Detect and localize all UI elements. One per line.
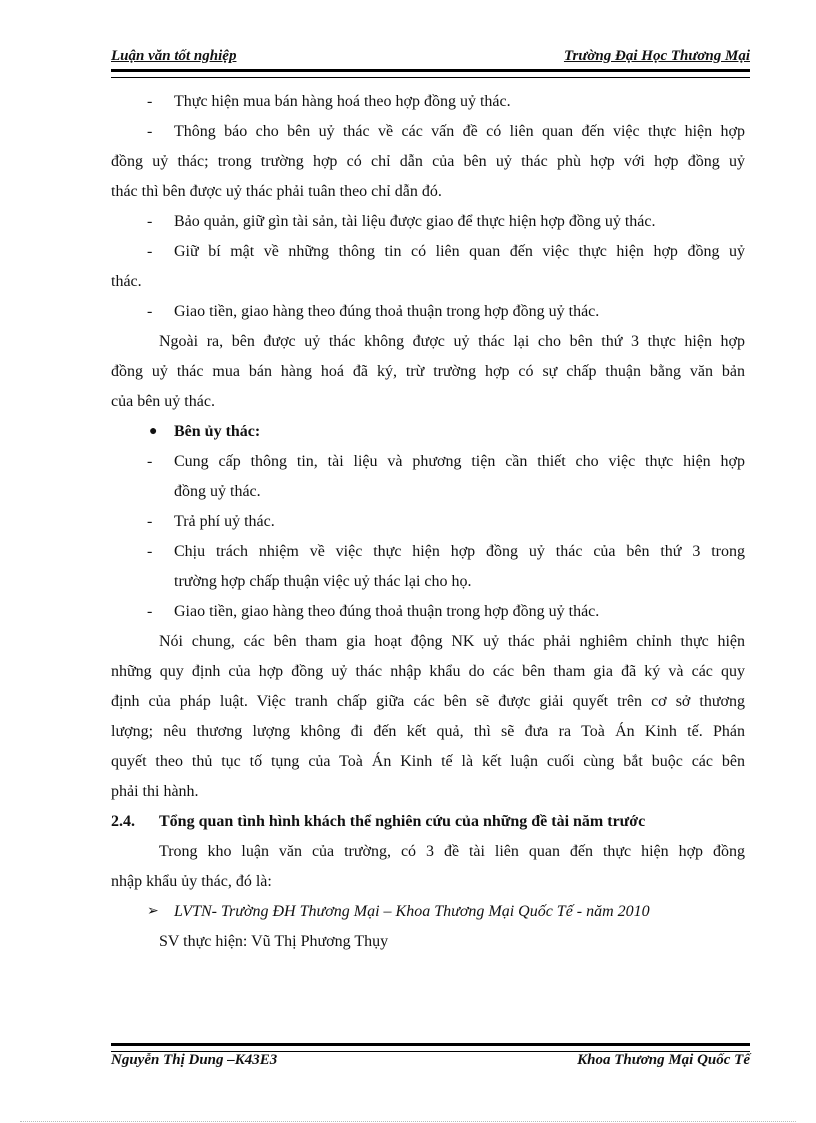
dash-marker: - (147, 603, 153, 620)
list-item-text: Thông báo cho bên uỷ thác về các vấn đề có liên quan đến việc thực hiện hợp (174, 123, 745, 140)
paragraph-text: Trong kho luận văn của trường, có 3 đề tài liên quan đến thực hiện hợp đồng (159, 843, 745, 860)
list-item-text: Bảo quản, giữ gìn tài sản, tài liệu được giao để thực hiện hợp đồng uỷ thác. (174, 213, 656, 230)
list-item (111, 241, 745, 263)
dash-marker: - (147, 243, 153, 260)
list-item-text: Trả phí uỷ thác. (174, 513, 275, 530)
list-item-text: Giữ bí mật về những thông tin có liên quan đến việc thực hiện hợp đồng uỷ (174, 243, 745, 260)
paragraph-text: Nói chung, các bên tham gia hoạt động NK uỷ thác phải nghiêm chỉnh thực hiện (159, 633, 745, 650)
reference-author: SV thực hiện: Vũ Thị Phương Thụy (159, 933, 389, 950)
header-rule (111, 69, 750, 78)
paragraph-first-line (111, 631, 745, 653)
list-item (111, 451, 745, 473)
section-title: Tổng quan tình hình khách thể nghiên cứu của những đề tài năm trước (159, 813, 646, 830)
dash-marker: - (147, 513, 153, 530)
section-number: 2.4. (111, 813, 135, 830)
bullet-heading (111, 421, 745, 443)
paragraph-first-line (111, 331, 745, 353)
bullet-icon: ● (149, 424, 158, 439)
page-edge (20, 1121, 796, 1122)
text-line: quyết theo thủ tục tố tụng của Toà Án Kinh tế là kết luận cuối cùng bắt buộc các bên (111, 753, 745, 770)
dash-marker: - (147, 303, 153, 320)
list-item (111, 301, 745, 323)
section-subheading: Bên ủy thác: (174, 423, 261, 440)
list-item (111, 121, 745, 143)
header-thesis-title: Luận văn tốt nghiệp (111, 48, 237, 64)
list-item (111, 511, 745, 533)
list-item-text: Cung cấp thông tin, tài liệu và phương tiện cần thiết cho việc thực hiện hợp (174, 453, 745, 470)
list-item-continuation (111, 571, 745, 593)
text-line: của bên uỷ thác. (111, 393, 215, 410)
page-footer (111, 1052, 750, 1070)
text-line: phải thi hành. (111, 783, 199, 800)
text-line: thác. (111, 273, 142, 290)
text-line: những quy định của hợp đồng uỷ thác nhập khẩu do các bên tham gia đã ký và các quy (111, 663, 745, 680)
paragraph-text: Ngoài ra, bên được uỷ thác không được uỷ thác lại cho bên thứ 3 thực hiện hợp (159, 333, 745, 350)
page-header (111, 48, 750, 66)
paragraph-first-line (111, 841, 745, 863)
dash-marker: - (147, 453, 153, 470)
list-item-continuation (111, 481, 745, 503)
header-university: Trường Đại Học Thương Mại (563, 48, 750, 64)
section-heading (111, 811, 745, 833)
list-item-text: Giao tiền, giao hàng theo đúng thoả thuận trong hợp đồng uỷ thác. (174, 603, 600, 620)
arrow-bullet-icon: ➢ (147, 904, 159, 919)
text-line: thác thì bên được uỷ thác phải tuân theo chỉ dẫn đó. (111, 183, 442, 200)
footer-author: Nguyễn Thị Dung –K43E3 (111, 1052, 278, 1068)
text-line: lượng; nêu thương lượng không đi đến kết quả, thì sẽ đưa ra Toà Án Kinh tế. Phán (111, 723, 745, 740)
list-item-text: Thực hiện mua bán hàng hoá theo hợp đồng uỷ thác. (174, 93, 511, 110)
dash-marker: - (147, 93, 153, 110)
list-item-text: Giao tiền, giao hàng theo đúng thoả thuận trong hợp đồng uỷ thác. (174, 303, 600, 320)
footer-rule (111, 1043, 750, 1052)
dash-marker: - (147, 123, 153, 140)
list-item-text: trường hợp chấp thuận việc uỷ thác lại cho họ. (174, 573, 472, 590)
text-line: định của pháp luật. Việc tranh chấp giữa các bên sẽ được giải quyết trên cơ sở thương (111, 693, 745, 710)
list-item (111, 601, 745, 623)
text-line: đồng uỷ thác; trong trường hợp có chỉ dẫn của bên uỷ thác phù hợp với hợp đồng uỷ (111, 153, 745, 170)
list-item (111, 211, 745, 233)
arrow-list-item (111, 901, 745, 923)
footer-faculty: Khoa Thương Mại Quốc Tế (577, 1052, 750, 1068)
list-item-text: Chịu trách nhiệm về việc thực hiện hợp đồng uỷ thác của bên thứ 3 trong (174, 543, 745, 560)
list-item (111, 91, 745, 113)
text-line: nhập khẩu ủy thác, đó là: (111, 873, 272, 890)
dash-marker: - (147, 213, 153, 230)
text-line: đồng uỷ thác mua bán hàng hoá đã ký, trừ trường hợp có sự chấp thuận bằng văn bản (111, 363, 745, 380)
dash-marker: - (147, 543, 153, 560)
reference-author-line (111, 931, 745, 953)
list-item (111, 541, 745, 563)
reference-title: LVTN- Trường ĐH Thương Mại – Khoa Thương Mại Quốc Tế - năm 2010 (174, 903, 650, 920)
list-item-text: đồng uỷ thác. (174, 483, 261, 500)
